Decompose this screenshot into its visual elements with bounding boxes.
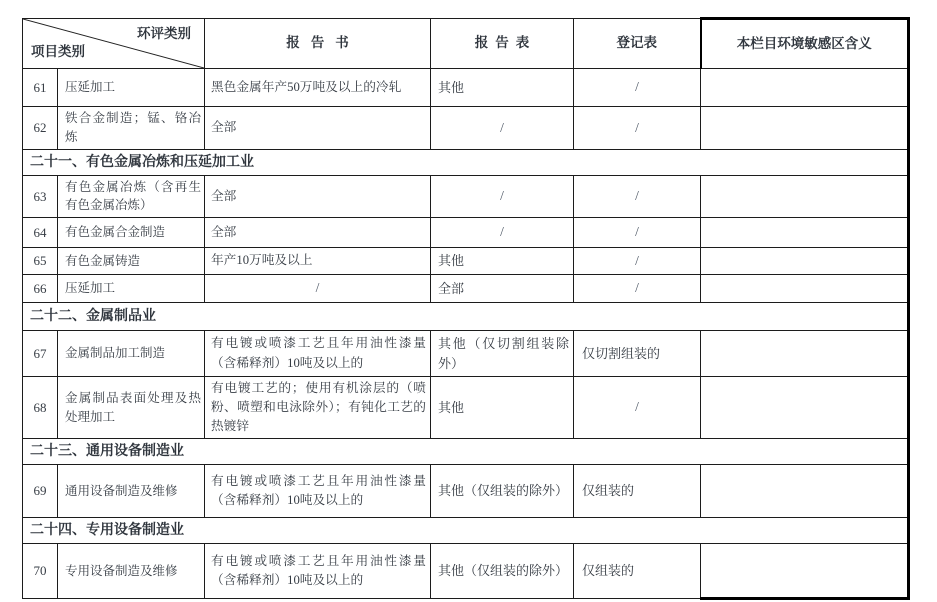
row-number: 64 — [23, 218, 58, 248]
table-row — [23, 175, 909, 218]
table-row — [23, 69, 909, 107]
section-header: 二十四、专用设备制造业 — [23, 518, 909, 544]
report-book-cell: 黑色金属年产50万吨及以上的冷轧 — [205, 69, 431, 107]
row-number: 66 — [23, 275, 58, 303]
header-report-form: 报告表 — [431, 19, 574, 69]
table-row — [23, 544, 909, 599]
report-book-cell: 全部 — [205, 175, 431, 218]
row-number: 70 — [23, 544, 58, 599]
section-row — [23, 303, 909, 331]
registration-form-cell: 仅组装的 — [574, 544, 701, 599]
report-book-cell: / — [205, 275, 431, 303]
section-header: 二十三、通用设备制造业 — [23, 439, 909, 465]
header-row — [23, 19, 909, 69]
project-category-cell: 金属制品表面处理及热处理加工 — [58, 377, 205, 439]
report-form-cell: 其他 — [431, 377, 574, 439]
header-sensitive-area: 本栏目环境敏感区含义 — [701, 19, 909, 69]
project-category-cell: 有色金属冶炼（含再生有色金属冶炼） — [58, 175, 205, 218]
project-category-cell: 金属制品加工制造 — [58, 331, 205, 377]
sensitive-area-cell — [701, 465, 909, 518]
table-body — [23, 69, 909, 599]
sensitive-area-cell — [701, 248, 909, 275]
header-report-book: 报告书 — [205, 19, 431, 69]
report-book-cell: 有电镀或喷漆工艺且年用油性漆量（含稀释剂）10吨及以上的 — [205, 544, 431, 599]
report-form-cell: / — [431, 175, 574, 218]
row-number: 68 — [23, 377, 58, 439]
row-number: 67 — [23, 331, 58, 377]
section-row — [23, 149, 909, 175]
sensitive-area-cell — [701, 69, 909, 107]
report-book-cell: 有电镀工艺的；使用有机涂层的（喷粉、喷塑和电泳除外）；有钝化工艺的热镀锌 — [205, 377, 431, 439]
table-row — [23, 275, 909, 303]
section-header: 二十二、金属制品业 — [23, 303, 909, 331]
registration-form-cell: / — [574, 275, 701, 303]
sensitive-area-cell — [701, 107, 909, 150]
project-category-cell: 压延加工 — [58, 69, 205, 107]
report-form-cell: / — [431, 107, 574, 150]
table-row — [23, 107, 909, 150]
header-project-category: 项目类别 — [31, 43, 85, 59]
project-category-cell: 铁合金制造；锰、铬冶炼 — [58, 107, 205, 150]
report-book-cell: 有电镀或喷漆工艺且年用油性漆量（含稀释剂）10吨及以上的 — [205, 465, 431, 518]
report-book-cell: 年产10万吨及以上 — [205, 248, 431, 275]
row-number: 63 — [23, 175, 58, 218]
report-form-cell: 其他 — [431, 69, 574, 107]
project-category-cell: 专用设备制造及维修 — [58, 544, 205, 599]
project-category-cell: 有色金属合金制造 — [58, 218, 205, 248]
section-header: 二十一、有色金属冶炼和压延加工业 — [23, 149, 909, 175]
header-registration-form: 登记表 — [574, 19, 701, 69]
table-row — [23, 248, 909, 275]
report-book-cell: 全部 — [205, 218, 431, 248]
report-form-cell: 其他（仅组装的除外） — [431, 465, 574, 518]
report-book-cell: 有电镀或喷漆工艺且年用油性漆量（含稀释剂）10吨及以上的 — [205, 331, 431, 377]
report-form-cell: 全部 — [431, 275, 574, 303]
sensitive-area-cell — [701, 218, 909, 248]
header-eia-category: 环评类别 — [137, 26, 191, 41]
registration-form-cell: / — [574, 248, 701, 275]
registration-form-cell: 仅组装的 — [574, 465, 701, 518]
section-row — [23, 439, 909, 465]
report-form-cell: 其他（仅组装的除外） — [431, 544, 574, 599]
row-number: 61 — [23, 69, 58, 107]
table-row — [23, 465, 909, 518]
registration-form-cell: / — [574, 218, 701, 248]
report-form-cell: 其他 — [431, 248, 574, 275]
sensitive-area-cell — [701, 275, 909, 303]
table-row — [23, 377, 909, 439]
row-number: 65 — [23, 248, 58, 275]
diagonal-header-cell — [23, 19, 205, 69]
registration-form-cell: / — [574, 107, 701, 150]
table-row — [23, 331, 909, 377]
section-row — [23, 518, 909, 544]
report-book-cell: 全部 — [205, 107, 431, 150]
sensitive-area-cell — [701, 175, 909, 218]
registration-form-cell: / — [574, 69, 701, 107]
project-category-cell: 压延加工 — [58, 275, 205, 303]
row-number: 62 — [23, 107, 58, 150]
report-form-cell: / — [431, 218, 574, 248]
row-number: 69 — [23, 465, 58, 518]
sensitive-area-cell — [701, 331, 909, 377]
eia-category-table — [22, 17, 910, 600]
table-row — [23, 218, 909, 248]
project-category-cell: 通用设备制造及维修 — [58, 465, 205, 518]
sensitive-area-cell — [701, 544, 909, 599]
sensitive-area-cell — [701, 377, 909, 439]
report-form-cell: 其他（仅切割组装除外） — [431, 331, 574, 377]
registration-form-cell: / — [574, 377, 701, 439]
project-category-cell: 有色金属铸造 — [58, 248, 205, 275]
registration-form-cell: / — [574, 175, 701, 218]
registration-form-cell: 仅切割组装的 — [574, 331, 701, 377]
